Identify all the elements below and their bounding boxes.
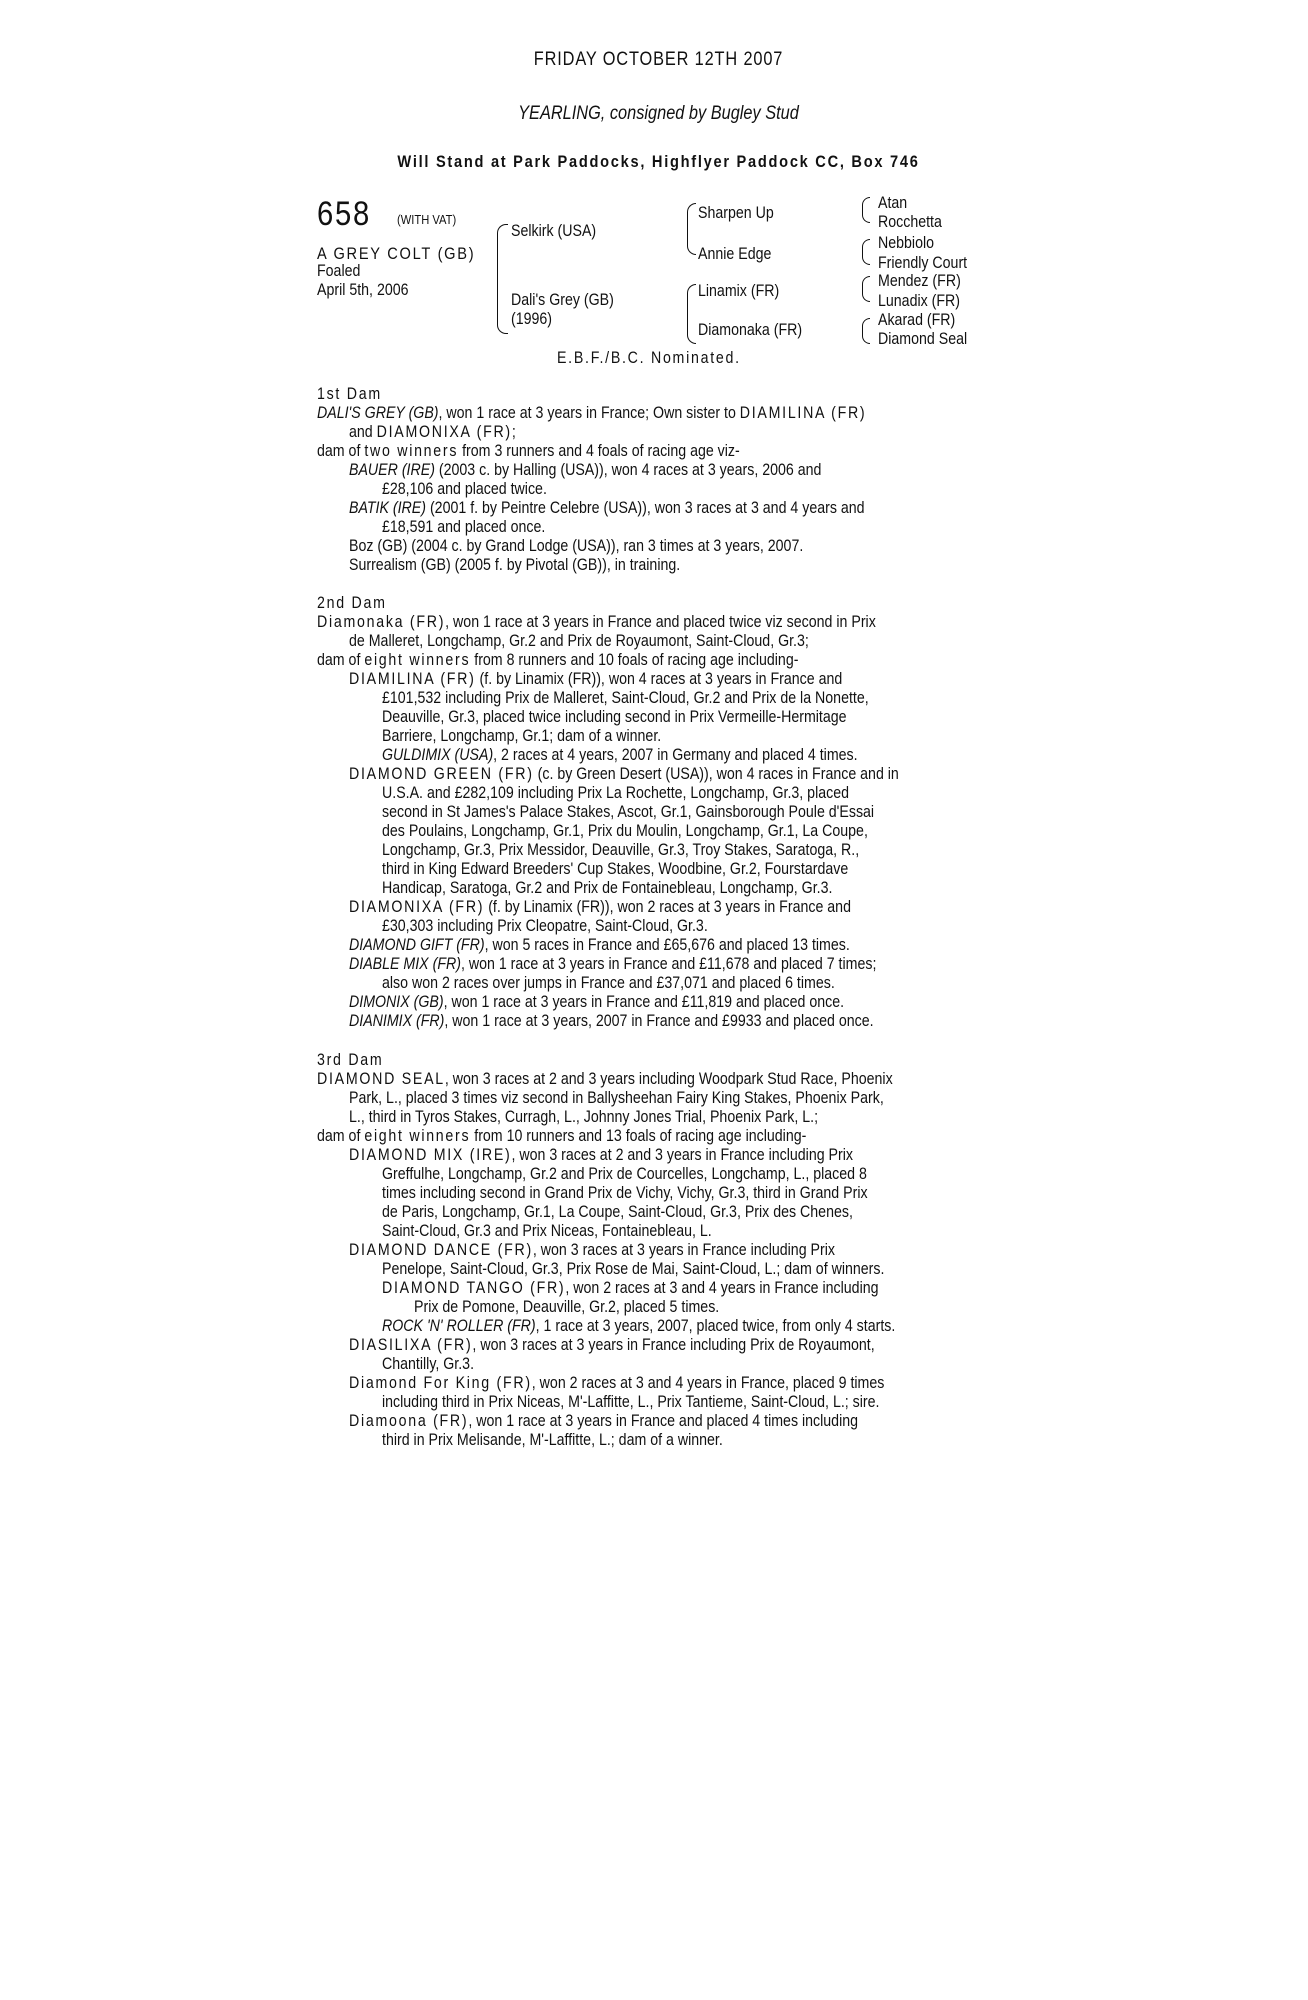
text-line: DIAMOND SEAL, won 3 races at 2 and 3 years including Woodpark Stud Race, Phoenix	[317, 1070, 893, 1088]
offspring-line: DIAMILINA (FR) (f. by Linamix (FR)), won 4 races at 3 years in France and	[349, 670, 843, 688]
sale-date: FRIDAY OCTOBER 12TH 2007	[533, 49, 784, 70]
text-line: U.S.A. and £282,109 including Prix La Rochette, Longchamp, Gr.3, placed	[382, 784, 849, 802]
offspring-line: ROCK 'N' ROLLER (FR), 1 race at 3 years, 2007, placed twice, from only 4 starts.	[382, 1317, 896, 1335]
offspring-line: DIASILIXA (FR), won 3 races at 3 years in France including Prix de Royaumont,	[349, 1336, 875, 1354]
text-line: DALI'S GREY (GB), won 1 race at 3 years in France; Own sister to DIAMILINA (FR)	[317, 404, 867, 422]
section-heading: 1st Dam	[317, 385, 382, 403]
foaled-label: Foaled	[317, 262, 361, 280]
offspring-line: Surrealism (GB) (2005 f. by Pivotal (GB)), in training.	[349, 556, 681, 574]
text-line: Barriere, Longchamp, Gr.1; dam of a winner.	[382, 727, 662, 745]
text-line: dam of eight winners from 10 runners and 13 foals of racing age including-	[317, 1127, 807, 1145]
text-line: Diamonaka (FR), won 1 race at 3 years in France and placed twice viz second in Prix	[317, 613, 876, 631]
offspring-line: DIANIMIX (FR), won 1 race at 3 years, 2007 in France and £9933 and placed once.	[349, 1012, 874, 1030]
text-line: de Malleret, Longchamp, Gr.2 and Prix de Royaumont, Saint-Cloud, Gr.3;	[349, 632, 809, 650]
pedigree-dss: Mendez (FR)	[878, 272, 961, 290]
offspring-line: Boz (GB) (2004 c. by Grand Lodge (USA)), ran 3 times at 3 years, 2007.	[349, 537, 804, 555]
text-line: second in St James's Palace Stakes, Ascot, Gr.1, Gainsborough Poule d'Essai	[382, 803, 875, 821]
text-line: de Paris, Longchamp, Gr.1, La Coupe, Saint-Cloud, Gr.3, Prix des Chenes,	[382, 1203, 853, 1221]
pedigree-sire: Selkirk (USA)	[511, 222, 597, 240]
pedigree-sss: Atan	[878, 194, 908, 212]
offspring-line: DIAMOND GREEN (FR) (c. by Green Desert (USA)), won 4 races in France and in	[349, 765, 899, 783]
text-line: £30,303 including Prix Cleopatre, Saint-Cloud, Gr.3.	[382, 917, 708, 935]
text-line: third in King Edward Breeders' Cup Stakes, Woodbine, Gr.2, Fourstardave	[382, 860, 849, 878]
text-line: third in Prix Melisande, M'-Laffitte, L.; dam of a winner.	[382, 1431, 723, 1449]
pedigree-brace-ds	[862, 276, 870, 302]
text-line: £28,106 and placed twice.	[382, 480, 547, 498]
offspring-line: GULDIMIX (USA), 2 races at 4 years, 2007 in Germany and placed 4 times.	[382, 746, 858, 764]
vat-note: (WITH VAT)	[397, 212, 457, 227]
pedigree-brace-dd	[862, 318, 870, 344]
pedigree-sdd: Friendly Court	[878, 254, 968, 272]
offspring-line: BAUER (IRE) (2003 c. by Halling (USA)), won 4 races at 3 years, 2006 and	[349, 461, 822, 479]
pedigree-ssd: Rocchetta	[878, 213, 942, 231]
pedigree-dds: Akarad (FR)	[878, 311, 956, 329]
text-line: Longchamp, Gr.3, Prix Messidor, Deauville, Gr.3, Troy Stakes, Saratoga, R.,	[382, 841, 860, 859]
third-dam-section	[317, 1051, 1000, 1450]
pedigree-dam-year: (1996)	[511, 310, 553, 328]
offspring-line: Diamond For King (FR), won 2 races at 3 and 4 years in France, placed 9 times	[349, 1374, 885, 1392]
pedigree-dam-sire: Linamix (FR)	[698, 282, 780, 300]
text-line: Deauville, Gr.3, placed twice including second in Prix Vermeille-Hermitage	[382, 708, 847, 726]
text-line: including third in Prix Niceas, M'-Laffitte, L., Prix Tantieme, Saint-Cloud, L.; sire.	[382, 1393, 880, 1411]
text-line: dam of two winners from 3 runners and 4 foals of racing age viz-	[317, 442, 740, 460]
text-line: Penelope, Saint-Cloud, Gr.3, Prix Rose de Mai, Saint-Cloud, L.; dam of winners.	[382, 1260, 885, 1278]
pedigree-dsd: Lunadix (FR)	[878, 292, 961, 310]
stabling-location: Will Stand at Park Paddocks, Highflyer Paddock CC, Box 746	[397, 152, 920, 171]
pedigree-brace-ss	[862, 197, 870, 223]
offspring-line: DIABLE MIX (FR), won 1 race at 3 years in France and £11,678 and placed 7 times;	[349, 955, 877, 973]
text-line: L., third in Tyros Stakes, Curragh, L., Johnny Jones Trial, Phoenix Park, L.;	[349, 1108, 819, 1126]
pedigree-sds: Nebbiolo	[878, 234, 935, 252]
pedigree-dam: Dali's Grey (GB)	[511, 291, 614, 309]
pedigree-brace-dam	[687, 284, 696, 344]
text-line: £18,591 and placed once.	[382, 518, 546, 536]
section-heading: 3rd Dam	[317, 1051, 384, 1069]
text-line: Park, L., placed 3 times viz second in Ballysheehan Fairy King Stakes, Phoenix Park,	[349, 1089, 884, 1107]
text-line: Prix de Pomone, Deauville, Gr.2, placed 5 times.	[414, 1298, 720, 1316]
lot-description: A GREY COLT (GB)	[317, 244, 476, 263]
offspring-line: DIAMOND MIX (IRE), won 3 races at 2 and 3 years in France including Prix	[349, 1146, 854, 1164]
foaled-date: April 5th, 2006	[317, 281, 409, 299]
text-line: Chantilly, Gr.3.	[382, 1355, 475, 1373]
text-line: Handicap, Saratoga, Gr.2 and Prix de Fontainebleau, Longchamp, Gr.3.	[382, 879, 833, 897]
text-line: also won 2 races over jumps in France and £37,071 and placed 6 times.	[382, 974, 835, 992]
offspring-line: DIAMONIXA (FR) (f. by Linamix (FR)), won 2 races at 3 years in France and	[349, 898, 851, 916]
text-line: dam of eight winners from 8 runners and 10 foals of racing age including-	[317, 651, 799, 669]
lot-number: 658	[317, 195, 371, 233]
text-line: des Poulains, Longchamp, Gr.1, Prix du Moulin, Longchamp, Gr.1, La Coupe,	[382, 822, 868, 840]
pedigree-brace-main	[497, 224, 508, 334]
consignment-line: YEARLING, consigned by Bugley Stud	[518, 103, 799, 124]
pedigree-brace-sd	[862, 239, 870, 265]
offspring-line: DIAMOND GIFT (FR), won 5 races in France and £65,676 and placed 13 times.	[349, 936, 850, 954]
first-dam-section	[317, 385, 1000, 575]
text-line: Greffulhe, Longchamp, Gr.2 and Prix de Courcelles, Longchamp, L., placed 8	[382, 1165, 867, 1183]
pedigree-dam-dam: Diamonaka (FR)	[698, 321, 803, 339]
offspring-line: DIMONIX (GB), won 1 race at 3 years in France and £11,819 and placed once.	[349, 993, 845, 1011]
text-line: £101,532 including Prix de Malleret, Saint-Cloud, Gr.2 and Prix de la Nonette,	[382, 689, 869, 707]
offspring-line: DIAMOND TANGO (FR), won 2 races at 3 and 4 years in France including	[382, 1279, 879, 1297]
nomination-note: E.B.F./B.C. Nominated.	[557, 349, 741, 367]
text-line: times including second in Grand Prix de Vichy, Vichy, Gr.3, third in Grand Prix	[382, 1184, 868, 1202]
text-line: Saint-Cloud, Gr.3 and Prix Niceas, Fontainebleau, L.	[382, 1222, 712, 1240]
pedigree-ddd: Diamond Seal	[878, 330, 968, 348]
offspring-line: BATIK (IRE) (2001 f. by Peintre Celebre (USA)), won 3 races at 3 and 4 years and	[349, 499, 865, 517]
offspring-line: DIAMOND DANCE (FR), won 3 races at 3 years in France including Prix	[349, 1241, 835, 1259]
catalogue-page	[317, 0, 1000, 2000]
pedigree-sire-sire: Sharpen Up	[698, 204, 774, 222]
offspring-line: Diamoona (FR), won 1 race at 3 years in France and placed 4 times including	[349, 1412, 859, 1430]
pedigree-brace-sire	[687, 203, 696, 255]
section-heading: 2nd Dam	[317, 594, 387, 612]
text-line: and DIAMONIXA (FR);	[349, 423, 516, 441]
second-dam-section	[317, 594, 1000, 1031]
pedigree-sire-dam: Annie Edge	[698, 245, 772, 263]
